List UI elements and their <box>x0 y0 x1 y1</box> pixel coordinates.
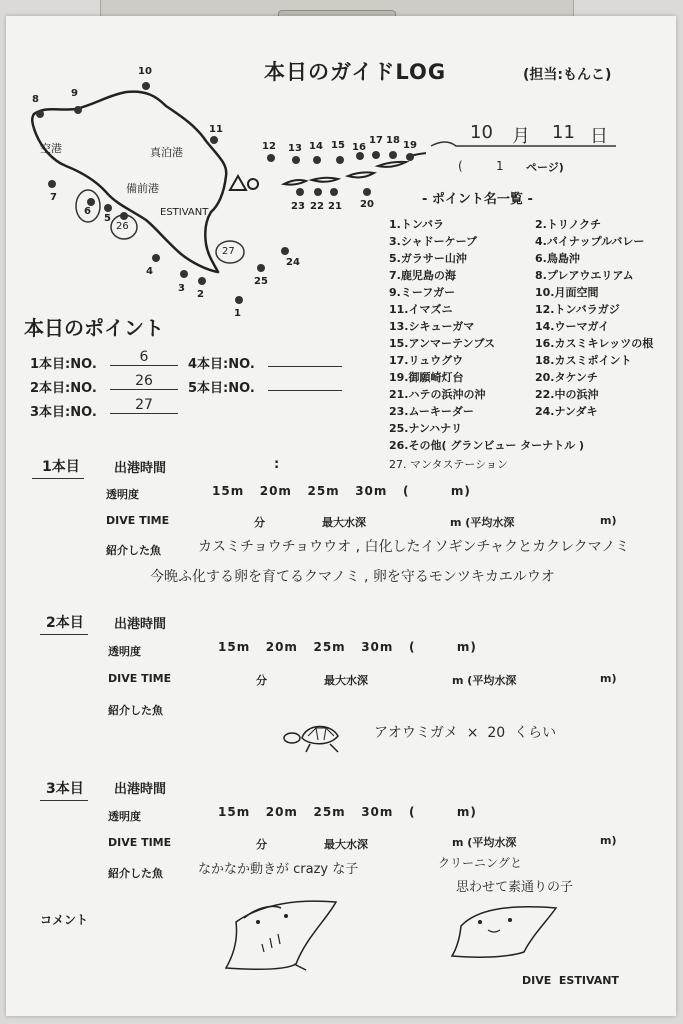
today-points-title: 本日のポイント <box>24 316 164 340</box>
dive2-fish-label: 紹介した魚 <box>108 704 163 717</box>
dive3-avgdepth-label: m (平均水深 <box>452 836 517 849</box>
map-num-22: 22 <box>310 201 324 212</box>
comment-label: コメント <box>40 913 89 927</box>
guide-name: (担当:もんこ) <box>523 67 612 83</box>
map-num-1: 1 <box>234 308 241 319</box>
map-label-sakunoko: 真泊港 <box>150 146 183 159</box>
page-title: 本日のガイドLOG <box>264 60 447 84</box>
dive2-point-label: 2本目:NO. <box>30 381 97 396</box>
dive3-fish-line1: なかなか動きが crazy な子 <box>198 862 359 877</box>
dive3-visibility-options: 15m 20m 25m 30m ( m) <box>218 805 477 819</box>
dive3-departure-label: 出港時間 <box>114 782 167 797</box>
manta-drawing-right <box>446 896 566 966</box>
island-map <box>6 16 426 326</box>
point-list-title: - ポイント名一覧 - <box>422 192 533 207</box>
point-item: 3.シャドーケーブ <box>389 235 478 248</box>
dive2-visibility-options: 15m 20m 25m 30m ( m) <box>218 640 477 654</box>
point-item: 5.ガラサー山沖 <box>389 252 467 265</box>
dive2-fish-line1: アオウミガメ × 20 くらい <box>374 725 557 741</box>
dive3-minutes-label: 分 <box>256 838 267 851</box>
point-item: 26.その他( グランビュー ターナトル ) <box>389 439 585 452</box>
dive2-visibility-label: 透明度 <box>108 645 141 658</box>
footer-brand: DIVE ESTIVANT <box>522 974 619 987</box>
map-num-21: 21 <box>328 201 342 212</box>
dive4-point-value <box>268 349 342 367</box>
map-num-13: 13 <box>288 143 302 154</box>
dive1-visibility-label: 透明度 <box>106 488 139 501</box>
point-dots <box>36 82 414 304</box>
page-number: 1 <box>496 159 504 173</box>
point-item: 16.カスミキレッツの根 <box>535 337 654 350</box>
map-num-12: 12 <box>262 141 276 152</box>
point-item: 22.中の浜沖 <box>535 388 599 401</box>
dive3-fish-label: 紹介した魚 <box>108 867 163 880</box>
point-item: 20.タケンチ <box>535 371 598 384</box>
map-num-15: 15 <box>331 140 345 151</box>
dive3-heading: 3本目 <box>40 778 88 801</box>
dive1-visibility-options: 15m 20m 25m 30m ( m) <box>212 484 471 498</box>
page-open-paren: ( <box>458 159 463 173</box>
date-day-value: 11 <box>552 122 575 143</box>
dive1-departure-colon: : <box>274 457 280 472</box>
dive-log-sheet <box>6 16 676 1016</box>
map-num-26: 26 <box>116 221 129 232</box>
point-item: 6.鳥島沖 <box>535 252 580 265</box>
dive1-divetime-label: DIVE TIME <box>106 514 170 527</box>
dive4-point-label: 4本目:NO. <box>188 357 255 372</box>
dive3-fish-line2b: 思わせて素通りの子 <box>456 880 574 895</box>
map-num-8: 8 <box>32 94 39 105</box>
map-num-5: 5 <box>104 213 111 224</box>
dive3-fish-line2a: クリーニングと <box>438 856 523 870</box>
page-label: ページ) <box>526 161 564 174</box>
dive3-point-label: 3本目:NO. <box>30 405 97 420</box>
map-num-24: 24 <box>286 257 300 268</box>
manta-drawing-left <box>216 888 346 973</box>
dive2-avgdepth-close: m) <box>600 672 617 685</box>
map-label-estivant: ESTIVANT <box>160 207 209 218</box>
dive2-heading: 2本目 <box>40 612 88 635</box>
point-item: 19.御願崎灯台 <box>389 371 464 384</box>
dive1-heading: 1本目 <box>32 456 84 479</box>
map-label-bikoko: 備前港 <box>126 182 159 195</box>
map-num-14: 14 <box>309 141 323 152</box>
date-underline <box>426 134 626 154</box>
dive5-point-label: 5本目:NO. <box>188 381 255 396</box>
point-item: 14.ウーマガイ <box>535 320 610 333</box>
dive5-point-value <box>268 373 342 391</box>
point-item: 12.トンバラガジ <box>535 303 620 316</box>
dive2-divetime-label: DIVE TIME <box>108 672 172 685</box>
dive2-point-value: 26 <box>110 373 178 390</box>
point-item: 17.リュウグウ <box>389 354 464 367</box>
map-label-kuko: 空港 <box>40 142 62 155</box>
dive1-point-value: 6 <box>110 349 178 366</box>
map-num-16: 16 <box>352 142 366 153</box>
point-item: 25.ナンハナリ <box>389 422 463 435</box>
point-item: 1.トンバラ <box>389 218 445 231</box>
turtle-drawing <box>280 718 350 758</box>
dive3-avgdepth-close: m) <box>600 834 617 847</box>
point-item: 2.トリノクチ <box>535 218 602 231</box>
map-num-3: 3 <box>178 283 185 294</box>
map-num-2: 2 <box>197 289 204 300</box>
dive3-divetime-label: DIVE TIME <box>108 836 172 849</box>
map-num-19: 19 <box>403 140 417 151</box>
map-num-11: 11 <box>209 124 223 135</box>
dive1-minutes-label: 分 <box>254 516 265 529</box>
map-num-7: 7 <box>50 192 57 203</box>
point-item: 18.カスミポイント <box>535 354 632 367</box>
map-num-27: 27 <box>222 246 235 257</box>
oujima-islets <box>230 176 258 190</box>
dive2-maxdepth-label: 最大水深 <box>324 674 368 687</box>
dive1-fish-line2: 今晩ふ化する卵を育てるクマノミ , 卵を守るモンツキカエルウオ <box>150 569 555 585</box>
dive1-avgdepth-label: m (平均水深 <box>450 516 515 529</box>
point-item: 23.ムーキーダー <box>389 405 474 418</box>
point-list <box>389 216 669 471</box>
map-num-17: 17 <box>369 135 383 146</box>
point-item: 10.月面空間 <box>535 286 599 299</box>
map-num-6: 6 <box>84 206 91 217</box>
map-num-9: 9 <box>71 88 78 99</box>
dive1-maxdepth-label: 最大水深 <box>322 516 366 529</box>
point-item: 27. マンタステーション <box>389 458 508 471</box>
dive1-fish-line1: カスミチョウチョウウオ , 白化したイソギンチャクとカクレクマノミ <box>198 539 630 555</box>
map-num-20: 20 <box>360 199 374 210</box>
map-num-18: 18 <box>386 135 400 146</box>
date-month-value: 10 <box>470 122 493 143</box>
date-day-label: 日 <box>590 126 608 147</box>
dive3-maxdepth-label: 最大水深 <box>324 838 368 851</box>
point-item: 13.シキューガマ <box>389 320 475 333</box>
map-num-23: 23 <box>291 201 305 212</box>
dive1-departure-label: 出港時間 <box>114 461 167 476</box>
dive1-point-label: 1本目:NO. <box>30 357 97 372</box>
dive3-point-value: 27 <box>110 397 178 414</box>
dive1-fish-label: 紹介した魚 <box>106 544 161 557</box>
map-num-10: 10 <box>138 66 152 77</box>
point-item: 21.ハテの浜沖の沖 <box>389 388 486 401</box>
point-item: 11.イマズニ <box>389 303 453 316</box>
dive1-avgdepth-close: m) <box>600 514 617 527</box>
dive2-minutes-label: 分 <box>256 674 267 687</box>
map-num-25: 25 <box>254 276 268 287</box>
point-item: 9.ミーフガー <box>389 286 456 299</box>
dive3-visibility-label: 透明度 <box>108 810 141 823</box>
dive2-departure-label: 出港時間 <box>114 617 167 632</box>
point-item: 24.ナンダキ <box>535 405 598 418</box>
dive2-avgdepth-label: m (平均水深 <box>452 674 517 687</box>
point-item: 7.鹿児島の海 <box>389 269 456 282</box>
point-item: 4.パイナップルバレー <box>535 235 645 248</box>
map-num-4: 4 <box>146 266 153 277</box>
hate-no-hama-sandbar <box>284 153 426 185</box>
point-item: 15.アンマーテンブス <box>389 337 496 350</box>
point-item: 8.プレアウエリアム <box>535 269 634 282</box>
date-month-label: 月 <box>512 126 530 147</box>
